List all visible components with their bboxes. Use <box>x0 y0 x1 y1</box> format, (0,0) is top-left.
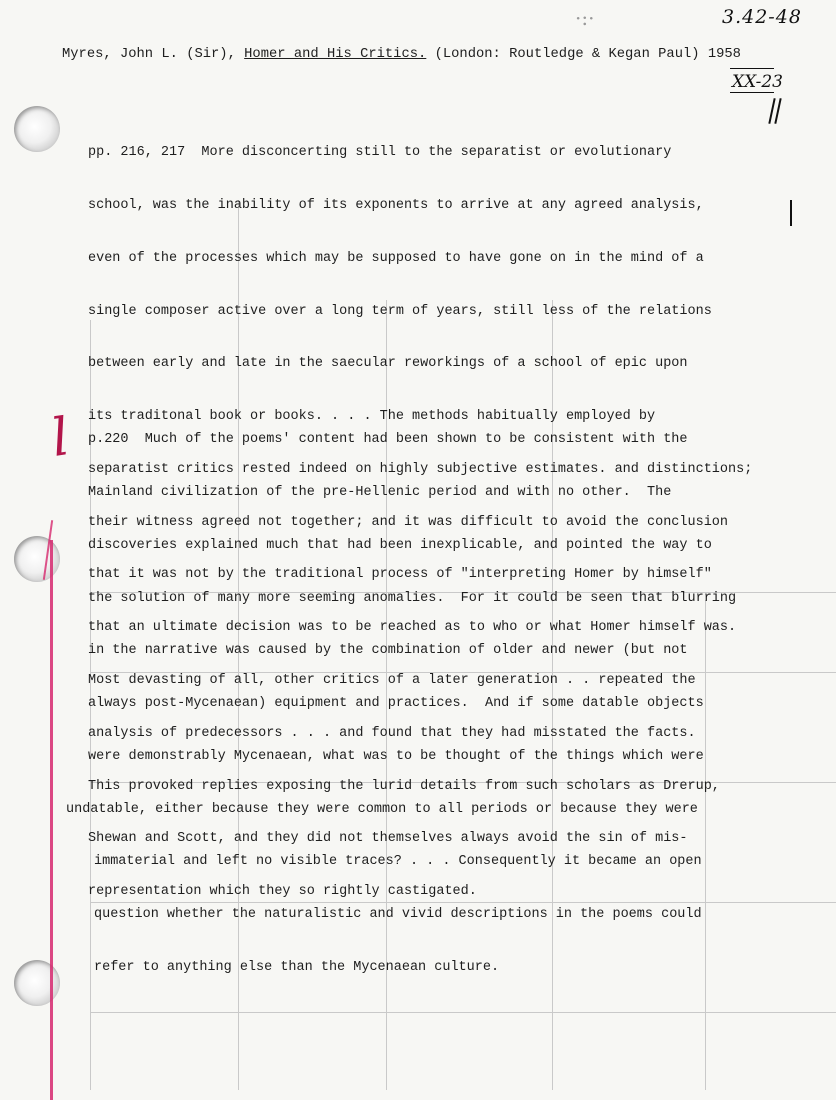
excerpt-line: always post-Mycenaean) equipment and practices. And if some datable objects <box>88 696 704 712</box>
citation-line <box>62 46 741 64</box>
excerpt-line: question whether the naturalistic and vivid descriptions in the poems could <box>94 907 702 923</box>
citation-publisher: (London: Routledge & Kegan Paul) 1958 <box>434 47 741 62</box>
excerpt-line: the solution of many more seeming anomalies. For it could be seen that blurring <box>88 590 737 606</box>
excerpt-line: were demonstrably Mycenaean, what was to be thought of the things which were <box>88 748 704 764</box>
pink-margin-line <box>50 540 53 1100</box>
excerpt-line: analysis of predecessors . . . and found that they had misstated the facts. <box>88 725 696 741</box>
excerpt-p-220 <box>66 396 737 1012</box>
excerpt-line: its traditonal book or books. . . . The methods habitually employed by <box>88 409 656 425</box>
excerpt-line: single composer active over a long term of years, still less of the relations <box>88 303 712 319</box>
bleed-through-line <box>90 1012 836 1013</box>
red-annotation-mark: l <box>47 407 73 469</box>
pen-tick-mark <box>774 98 781 124</box>
excerpt-line: undatable, either because they were common to all periods or because they were <box>66 801 698 817</box>
punch-hole-bottom <box>14 960 60 1006</box>
excerpt-line: separatist critics rested indeed on highly subjective estimates. and distinctions; <box>88 461 753 477</box>
excerpt-line: in the narrative was caused by the combination of older and newer (but not <box>88 643 688 659</box>
excerpt-line: Shewan and Scott, and they did not themselves always avoid the sin of mis- <box>88 831 688 847</box>
punch-hole-top <box>14 106 60 152</box>
punch-hole-middle <box>14 536 60 582</box>
excerpt-line: even of the processes which may be supposed to have gone on in the mind of a <box>88 250 704 266</box>
citation-title: Homer and His Critics. <box>244 47 427 62</box>
excerpt-line: discoveries explained much that had been inexplicable, and pointed the way to <box>88 537 712 553</box>
excerpt-line: between early and late in the saecular reworkings of a school of epic upon <box>88 356 688 372</box>
excerpt-line: that an ultimate decision was to be reached as to who or what Homer himself was. <box>88 620 737 636</box>
section-code-underline <box>730 92 774 93</box>
section-code <box>732 72 783 92</box>
excerpt-line: This provoked replies exposing the lurid details from such scholars as Drerup, <box>88 778 720 794</box>
section-code-overline <box>730 68 774 69</box>
excerpt-line: that it was not by the traditional process of "interpreting Homer by himself" <box>88 567 712 583</box>
margin-bar-mark <box>790 200 792 226</box>
excerpt-line: their witness agreed not together; and it was difficult to avoid the conclusion <box>88 514 729 530</box>
excerpt-line: refer to anything else than the Mycenaean culture. <box>94 960 500 975</box>
reference-number: 3.42-48 <box>722 6 802 28</box>
excerpt-line: p.220 Much of the poems' content had been shown to be consistent with the <box>88 432 688 448</box>
excerpt-line: representation which they so rightly castigated. <box>88 884 477 900</box>
smudge-mark: ·:· <box>575 6 595 30</box>
citation-author: Myres, John L. (Sir), <box>62 47 236 62</box>
excerpt-line: immaterial and left no visible traces? . . . Consequently it became an open <box>94 854 702 870</box>
excerpt-line: Most devasting of all, other critics of a later generation . . repeated the <box>88 673 696 688</box>
section-code-text: XX-23 <box>732 72 783 92</box>
excerpt-line: school, was the inability of its exponents to arrive at any agreed analysis, <box>88 197 704 213</box>
excerpt-line: pp. 216, 217 More disconcerting still to the separatist or evolutionary <box>88 145 672 161</box>
excerpt-line: Mainland civilization of the pre-Hellenic period and with no other. The <box>88 484 672 500</box>
